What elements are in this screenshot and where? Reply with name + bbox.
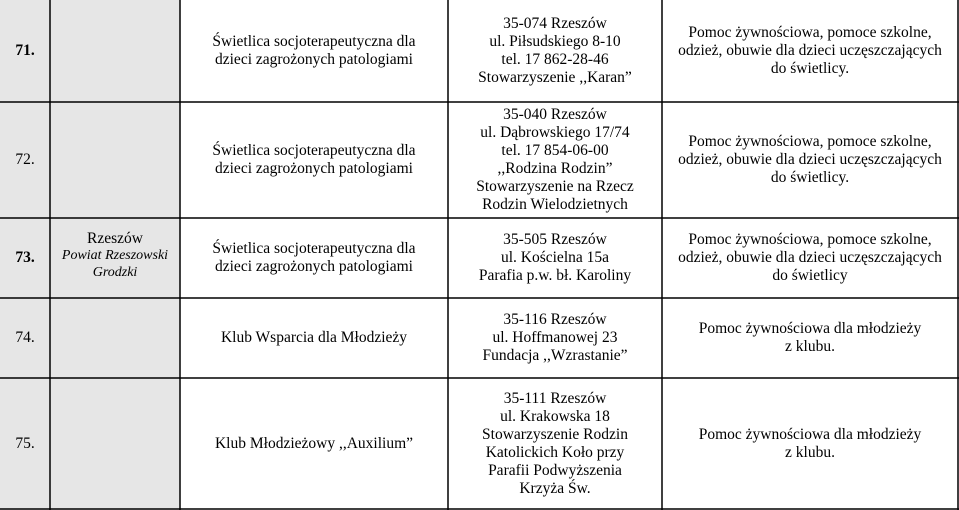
support-description: Pomoc żywnościowa dla młodzieży z klubu. — [698, 425, 922, 461]
district-label — [50, 218, 180, 298]
facility-name: Świetlica socjoterapeutyczna dla dzieci zagrożonych patologiami — [212, 240, 416, 275]
support-description: Pomoc żywnościowa dla młodzieży z klubu. — [698, 320, 922, 355]
facility-name: Klub Wsparcia dla Młodzieży — [220, 329, 408, 346]
facility-name: Świetlica socjoterapeutyczna dla dzieci zagrożonych patologiami — [212, 142, 416, 177]
row-number: 74. — [15, 329, 35, 346]
district-city: Rzeszów — [87, 230, 143, 247]
support-description: Pomoc żywnościowa, pomoce szkolne, odzież, obuwie dla dzieci uczęszczających do świetlicy. — [678, 133, 942, 186]
facility-address: 35-505 Rzeszów ul. Kościelna 15a Parafia p.w. bł. Karoliny — [478, 231, 632, 284]
district-county: Powiat Rzeszowski — [61, 248, 169, 263]
support-description: Pomoc żywnościowa, pomoce szkolne, odzież, obuwie dla dzieci uczęszczających do świetlicy. — [678, 24, 942, 77]
row-number: 71. — [15, 42, 35, 59]
row-number: 73. — [15, 249, 35, 266]
facility-address: 35-111 Rzeszów ul. Krakowska 18 Stowarzyszenie Rodzin Katolickich Koło przy Parafii Podwyższenia Krzyża Św. — [482, 389, 628, 497]
row-number: 75. — [15, 434, 35, 452]
facility-address: 35-074 Rzeszów ul. Piłsudskiego 8-10 tel. 17 862-28-46 Stowarzyszenie ,,Karan” — [478, 15, 632, 86]
facility-name: Klub Młodzieżowy ,,Auxilium” — [214, 434, 414, 452]
support-description: Pomoc żywnościowa, pomoce szkolne, odzież, obuwie dla dzieci uczęszczających do świetlicy — [678, 231, 942, 284]
district-county-type: Grodzki — [92, 265, 138, 280]
facility-name: Świetlica socjoterapeutyczna dla dzieci zagrożonych patologiami — [212, 33, 416, 68]
facility-address: 35-040 Rzeszów ul. Dąbrowskiego 17/74 tel. 17 854-06-00 ,,Rodzina Rodzin” Stowarzyszenie na Rzecz Rodzin Wielodzietnych — [476, 106, 634, 213]
row-number: 72. — [15, 151, 35, 168]
facility-address: 35-116 Rzeszów ul. Hoffmanowej 23 Fundacja ,,Wzrastanie” — [482, 311, 628, 364]
